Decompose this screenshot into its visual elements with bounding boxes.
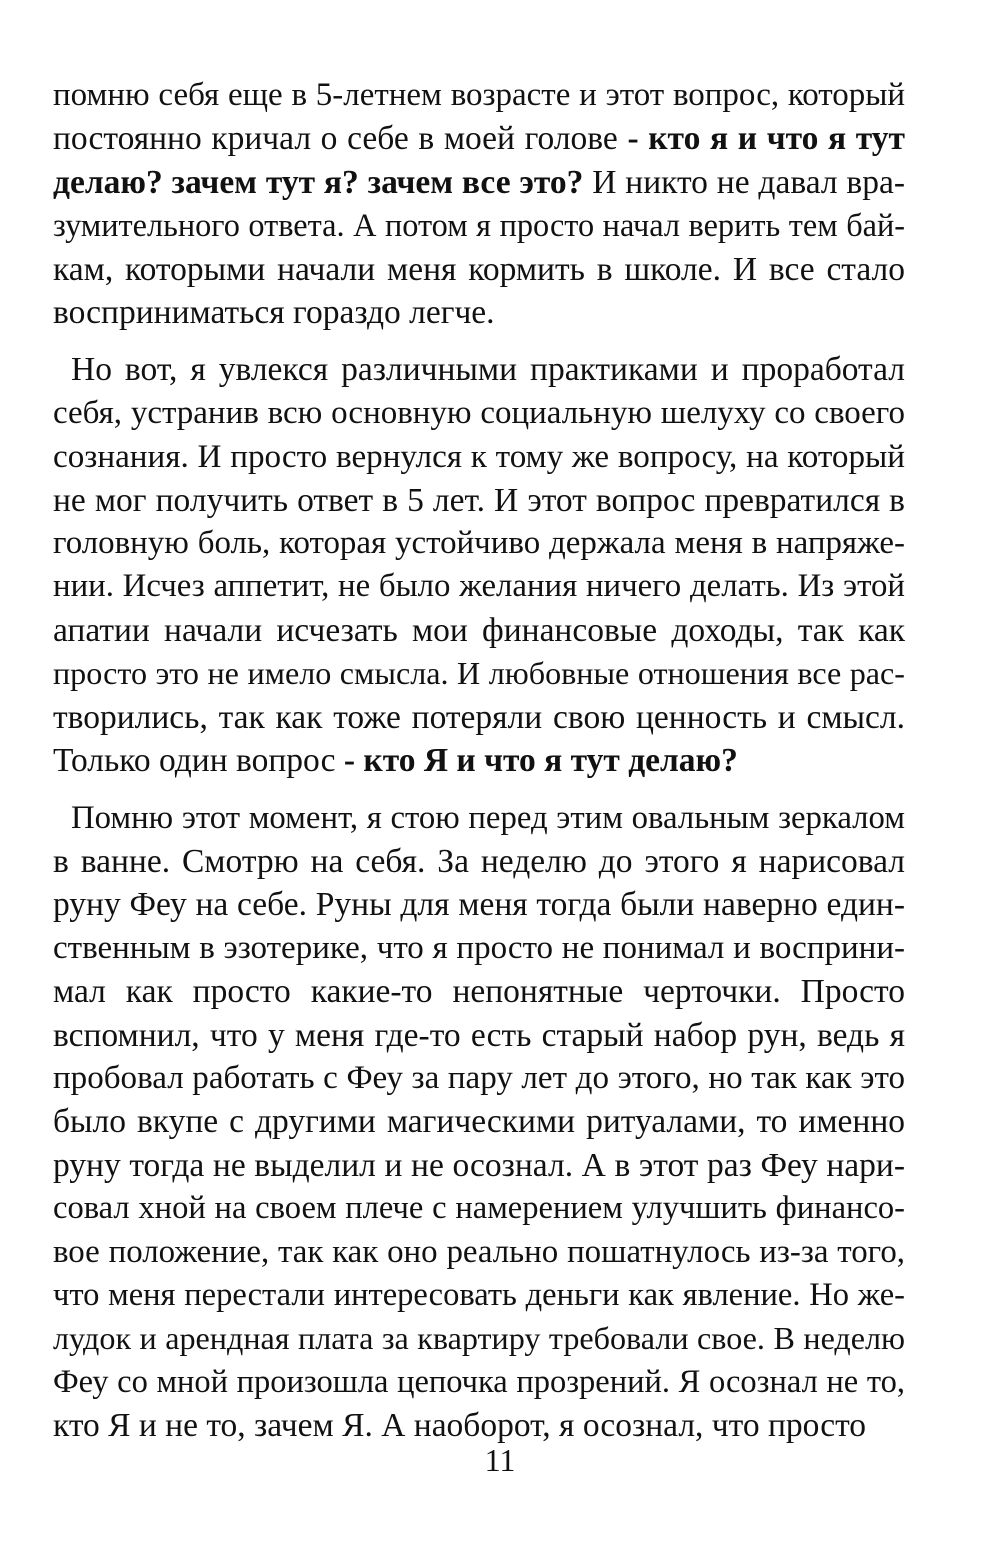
- text-line: [53, 74, 905, 117]
- text-line: [53, 248, 905, 291]
- text-segment: Феу со мной произошла цепочка прозрений. Я осознал не то,: [53, 1363, 905, 1400]
- text-line: [53, 348, 905, 391]
- text-content: [53, 74, 905, 1448]
- text-segment: просто это не имело смысла. И любовные отношения все рас-: [53, 655, 905, 692]
- text-segment: вспомнил, что у меня где-то есть старый набор рун, ведь я: [53, 1016, 905, 1054]
- text-segment: лудок и арендная плата за квартиру требовали свое. В неделю: [53, 1320, 905, 1357]
- text-segment: восприниматься гораздо легче.: [53, 294, 495, 332]
- text-line: [53, 565, 905, 608]
- text-segment: нии. Исчез аппетит, не было желания ничего делать. Из этой: [53, 568, 905, 605]
- text-segment: Только один вопрос: [53, 742, 344, 780]
- bold-text-segment: делаю? зачем тут я? зачем все это?: [53, 163, 584, 201]
- paragraph: [53, 348, 905, 782]
- text-line: [53, 840, 905, 883]
- text-line: [53, 1361, 905, 1404]
- text-segment: не мог получить ответ в 5 лет. И этот вопрос превратился в: [53, 481, 905, 519]
- page-number: 11: [484, 1442, 516, 1478]
- text-line: [53, 1187, 905, 1230]
- text-line: [53, 1057, 905, 1100]
- text-line: [53, 652, 905, 695]
- text-line: [53, 161, 905, 204]
- text-segment: творились, так как тоже потеряли свою ценность и смысл.: [53, 698, 905, 736]
- text-line: [53, 1274, 905, 1317]
- text-segment: руну Феу на себе. Руны для меня тогда были наверно един-: [53, 886, 905, 924]
- text-segment: пробовал работать с Феу за пару лет до этого, но так как это: [53, 1059, 905, 1096]
- text-line: [53, 1144, 905, 1187]
- text-segment: кам, которыми начали меня кормить в школе. И все стало: [53, 250, 905, 288]
- text-line: [53, 883, 905, 926]
- text-line: [53, 117, 905, 160]
- text-line: [53, 797, 905, 840]
- text-line: [53, 522, 905, 565]
- text-line: [53, 1100, 905, 1143]
- text-line: [53, 392, 905, 435]
- text-segment: сознания. И просто вернулся к тому же вопросу, на который: [53, 438, 905, 476]
- text-segment: постоянно кричал о себе в моей голове: [53, 120, 628, 158]
- page-body: [53, 74, 905, 1462]
- paragraph: [53, 797, 905, 1448]
- text-segment: помню себя еще в 5-летнем возрасте и этот вопрос, который: [53, 77, 905, 113]
- text-segment: ственным в эзотерике, что я просто не понимал и восприни-: [53, 929, 905, 966]
- text-segment: апатии начали исчезать мои финансовые доходы, так как: [53, 611, 905, 649]
- text-segment: было вкупе с другими магическими ритуалами, то именно: [53, 1103, 905, 1141]
- text-segment: Помню этот момент, я стою перед этим овальным зеркалом: [71, 799, 905, 836]
- text-segment: руну тогда не выделил и не осознал. А в этот раз Феу нари-: [53, 1146, 905, 1184]
- text-line: [53, 1317, 905, 1360]
- text-line: [53, 696, 905, 739]
- text-line: [53, 609, 905, 652]
- text-segment: головную боль, которая устойчиво держала меня в напряже-: [53, 525, 905, 562]
- bold-text-segment: - кто Я и что я тут делаю?: [343, 742, 738, 780]
- text-line: [53, 1231, 905, 1274]
- text-line: [53, 435, 905, 478]
- text-line: [53, 204, 905, 247]
- text-segment: себя, устранив всю основную социальную шелуху со своего: [53, 394, 905, 431]
- text-segment: кто Я и не то, зачем Я. А наоборот, я осознал, что просто: [53, 1407, 867, 1445]
- text-line: [53, 970, 905, 1013]
- text-line: [53, 739, 905, 782]
- text-segment: в ванне. Смотрю на себя. За неделю до этого я нарисовал: [53, 842, 905, 880]
- text-line: [53, 291, 905, 334]
- paragraph: [53, 74, 905, 334]
- text-segment: И никто не давал вра-: [583, 163, 906, 201]
- text-segment: зумительного ответа. А потом я просто начал верить тем бай-: [53, 207, 905, 244]
- text-segment: мал как просто какие-то непонятные черточки. Просто: [53, 973, 905, 1011]
- text-line: [53, 479, 905, 522]
- text-segment: вое положение, так как оно реально пошатнулось из-за того,: [53, 1233, 905, 1270]
- text-segment: Но вот, я увлекся различными практиками и проработал: [71, 351, 905, 389]
- text-segment: совал хной на своем плече с намерением улучшить финансо-: [53, 1190, 905, 1227]
- text-segment: что меня перестали интересовать деньги как явление. Но же-: [53, 1276, 905, 1313]
- text-line: [53, 1014, 905, 1057]
- bold-text-segment: - кто я и что я тут: [627, 120, 905, 158]
- text-line: [53, 927, 905, 970]
